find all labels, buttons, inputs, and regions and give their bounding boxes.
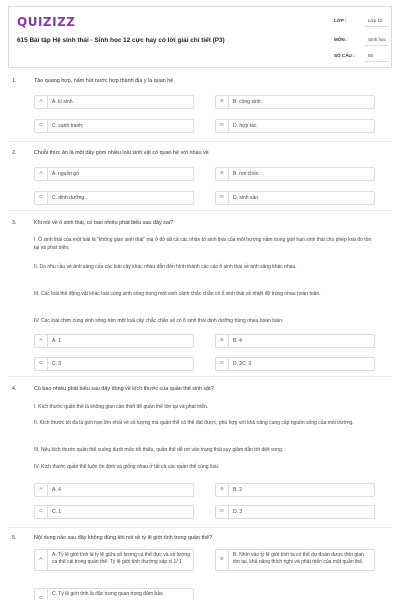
statement: III. Nếu kích thước quần thể xuống dưới mức tối thiểu, quần thể dễ rơi vào trạng thái suy giảm dẫn tới diệt vong. — [34, 447, 284, 453]
option-d[interactable] — [215, 119, 375, 133]
question-number: 4. — [12, 386, 17, 392]
statement: IV. Các loài chim cùng sinh sống trên một loài cây chắc chắn sẽ có ổ sinh thái dinh dưỡng trùng nhau hoàn toàn. — [34, 318, 284, 324]
option-text: A. 4 — [52, 487, 61, 493]
option-text: C. cạnh tranh; — [52, 123, 84, 129]
option-text: C. Tỷ lệ giới tính là đặc trưng quan trọng đảm bảo — [52, 591, 163, 597]
question-number: 2. — [12, 150, 17, 156]
option-letter: C — [35, 120, 48, 132]
option-letter: D — [216, 192, 229, 204]
meta-subject-row — [331, 34, 393, 46]
meta-class-row — [331, 15, 393, 27]
option-letter: B — [216, 484, 229, 496]
option-letter: D — [216, 120, 229, 132]
option-letter: A — [35, 96, 48, 108]
meta-count-row — [331, 50, 393, 62]
statement: II. Kích thước tối đa là giới hạn lớn nhất về số lượng mà quần thể có thể đạt được, phù hợp với khả năng cung cấp nguồn sống của môi trường. — [34, 420, 354, 426]
count-label: SỐ CÂU : — [334, 53, 355, 58]
question-text: Tảo quang hợp, nấm hút nước hợp thành địa y là quan hệ — [34, 78, 174, 84]
statement: II. Do nhu cầu về ánh sáng của các loài cây khác nhau dẫn đến hình thành các các ổ sinh thái về ánh sáng khác nhau. — [34, 264, 297, 270]
option-text: D. 2C. 3 — [233, 361, 252, 367]
option-b[interactable] — [215, 483, 375, 497]
option-text: A. kí sinh. — [52, 99, 74, 105]
option-b[interactable] — [215, 549, 375, 571]
option-d[interactable] — [215, 191, 375, 205]
option-b[interactable] — [215, 167, 375, 181]
option-a[interactable] — [34, 95, 194, 109]
option-text: A. nguồn gố — [52, 171, 79, 177]
question-divider — [8, 376, 392, 377]
question-text: Nội dung nào sau đây không đúng khi nói về tỷ lệ giới tính trong quần thể? — [34, 535, 212, 541]
worksheet-header — [8, 6, 392, 68]
option-c[interactable] — [34, 588, 194, 600]
question-text: Khi nói về ổ sinh thái, có bao nhiêu phát biểu sau đây sai? — [34, 220, 174, 226]
option-text: D. sinh sản. — [233, 195, 260, 201]
meta-panel — [331, 7, 393, 67]
question-number: 3. — [12, 220, 17, 226]
statement: I. Ổ sinh thái của một loài là "không gian sinh thái" mà ở đó tất cả các nhân tố sinh thái của môi trường nằm trong giới hạn sinh thái cho phép loài đó tồn tại và phát triển. — [34, 237, 372, 251]
question-text: Chuỗi thức ăn là một dãy gồm nhiều loài sinh vật có quan hệ với nhau về — [34, 150, 209, 156]
document-title: 615 Bài tập Hệ sinh thái - Sinh học 12 cực hay có lời giải chi tiết (P3) — [17, 37, 225, 44]
subject-label: MÔN : — [334, 37, 348, 42]
option-letter: A — [35, 484, 48, 496]
option-c[interactable] — [34, 505, 194, 519]
option-text: D. 3 — [233, 509, 243, 515]
option-text: B. nơi chốn. — [233, 171, 260, 177]
option-text: B. cộng sinh. — [233, 99, 262, 105]
class-value: Lớp 12 — [368, 18, 383, 23]
option-a[interactable] — [34, 483, 194, 497]
option-letter: C — [35, 506, 48, 518]
class-label: LỚP : — [334, 18, 347, 23]
option-text: B. 4 — [233, 338, 242, 344]
option-d[interactable] — [215, 505, 375, 519]
option-letter: C — [35, 589, 48, 600]
option-letter: D — [216, 358, 229, 370]
question-number: 5. — [12, 535, 17, 541]
option-b[interactable] — [215, 334, 375, 348]
option-text: C. dinh dưỡng. — [52, 195, 86, 201]
option-text: D. hợp tác. — [233, 123, 258, 129]
option-text: B. 2 — [233, 487, 242, 493]
option-c[interactable] — [34, 357, 194, 371]
question-divider — [8, 141, 392, 142]
option-a[interactable] — [34, 334, 194, 348]
option-letter: A — [35, 335, 48, 347]
question-text: Có bao nhiêu phát biểu sau đây đúng về kích thước của quần thể sinh vật? — [34, 386, 214, 392]
option-letter: B — [216, 96, 229, 108]
meta-divider — [365, 45, 389, 46]
option-text: C. 1 — [52, 509, 62, 515]
option-letter: C — [35, 192, 48, 204]
option-d[interactable] — [215, 357, 375, 371]
statement: III. Các loài thể động vật khác loài cùng sinh sống trong một sinh cảnh chắc chắn có ổ sinh thái về nhiệt độ trùng nhau hoàn toàn. — [34, 291, 321, 297]
option-letter: B — [216, 550, 229, 570]
option-letter: B — [216, 335, 229, 347]
question-divider — [8, 210, 392, 211]
option-letter: C — [35, 358, 48, 370]
statement: IV. Kích thước quần thể luôn ổn định và giống nhau ở tất cả các quần thể cùng loài. — [34, 464, 220, 470]
option-letter: A — [35, 550, 48, 570]
option-letter: D — [216, 506, 229, 518]
option-b[interactable] — [215, 95, 375, 109]
question-number: 1. — [12, 78, 17, 84]
option-c[interactable] — [34, 191, 194, 205]
option-text: A. Tỷ lệ giới tính là tỷ lệ giữa số lượng cá thể đực và số lượng cá thể cái trong quần thể. Tỷ lệ giới tính thường xấp xỉ 1/ 1 — [52, 552, 190, 565]
option-a[interactable] — [34, 549, 194, 571]
option-a[interactable] — [34, 167, 194, 181]
option-letter: A — [35, 168, 48, 180]
statement: I. Kích thước quần thể là không gian cần thiết để quần thể tồn tại và phát triển. — [34, 404, 209, 410]
option-letter: B — [216, 168, 229, 180]
option-c[interactable] — [34, 119, 194, 133]
subject-value: Sinh học — [368, 37, 386, 42]
question-divider — [8, 527, 392, 528]
option-text: B. Nhìn vào tỷ lệ giới tính ta có thể dự đoán được thời gian tồn tại, khả năng thích nghi và phát triển của một quần thể. — [233, 552, 364, 565]
meta-divider — [365, 26, 389, 27]
option-text: A. 1 — [52, 338, 61, 344]
count-value: 50 — [368, 53, 374, 58]
quizizz-logo: QUIZIZZ — [17, 15, 76, 29]
option-text: C. 3 — [52, 361, 62, 367]
meta-divider — [365, 61, 389, 62]
